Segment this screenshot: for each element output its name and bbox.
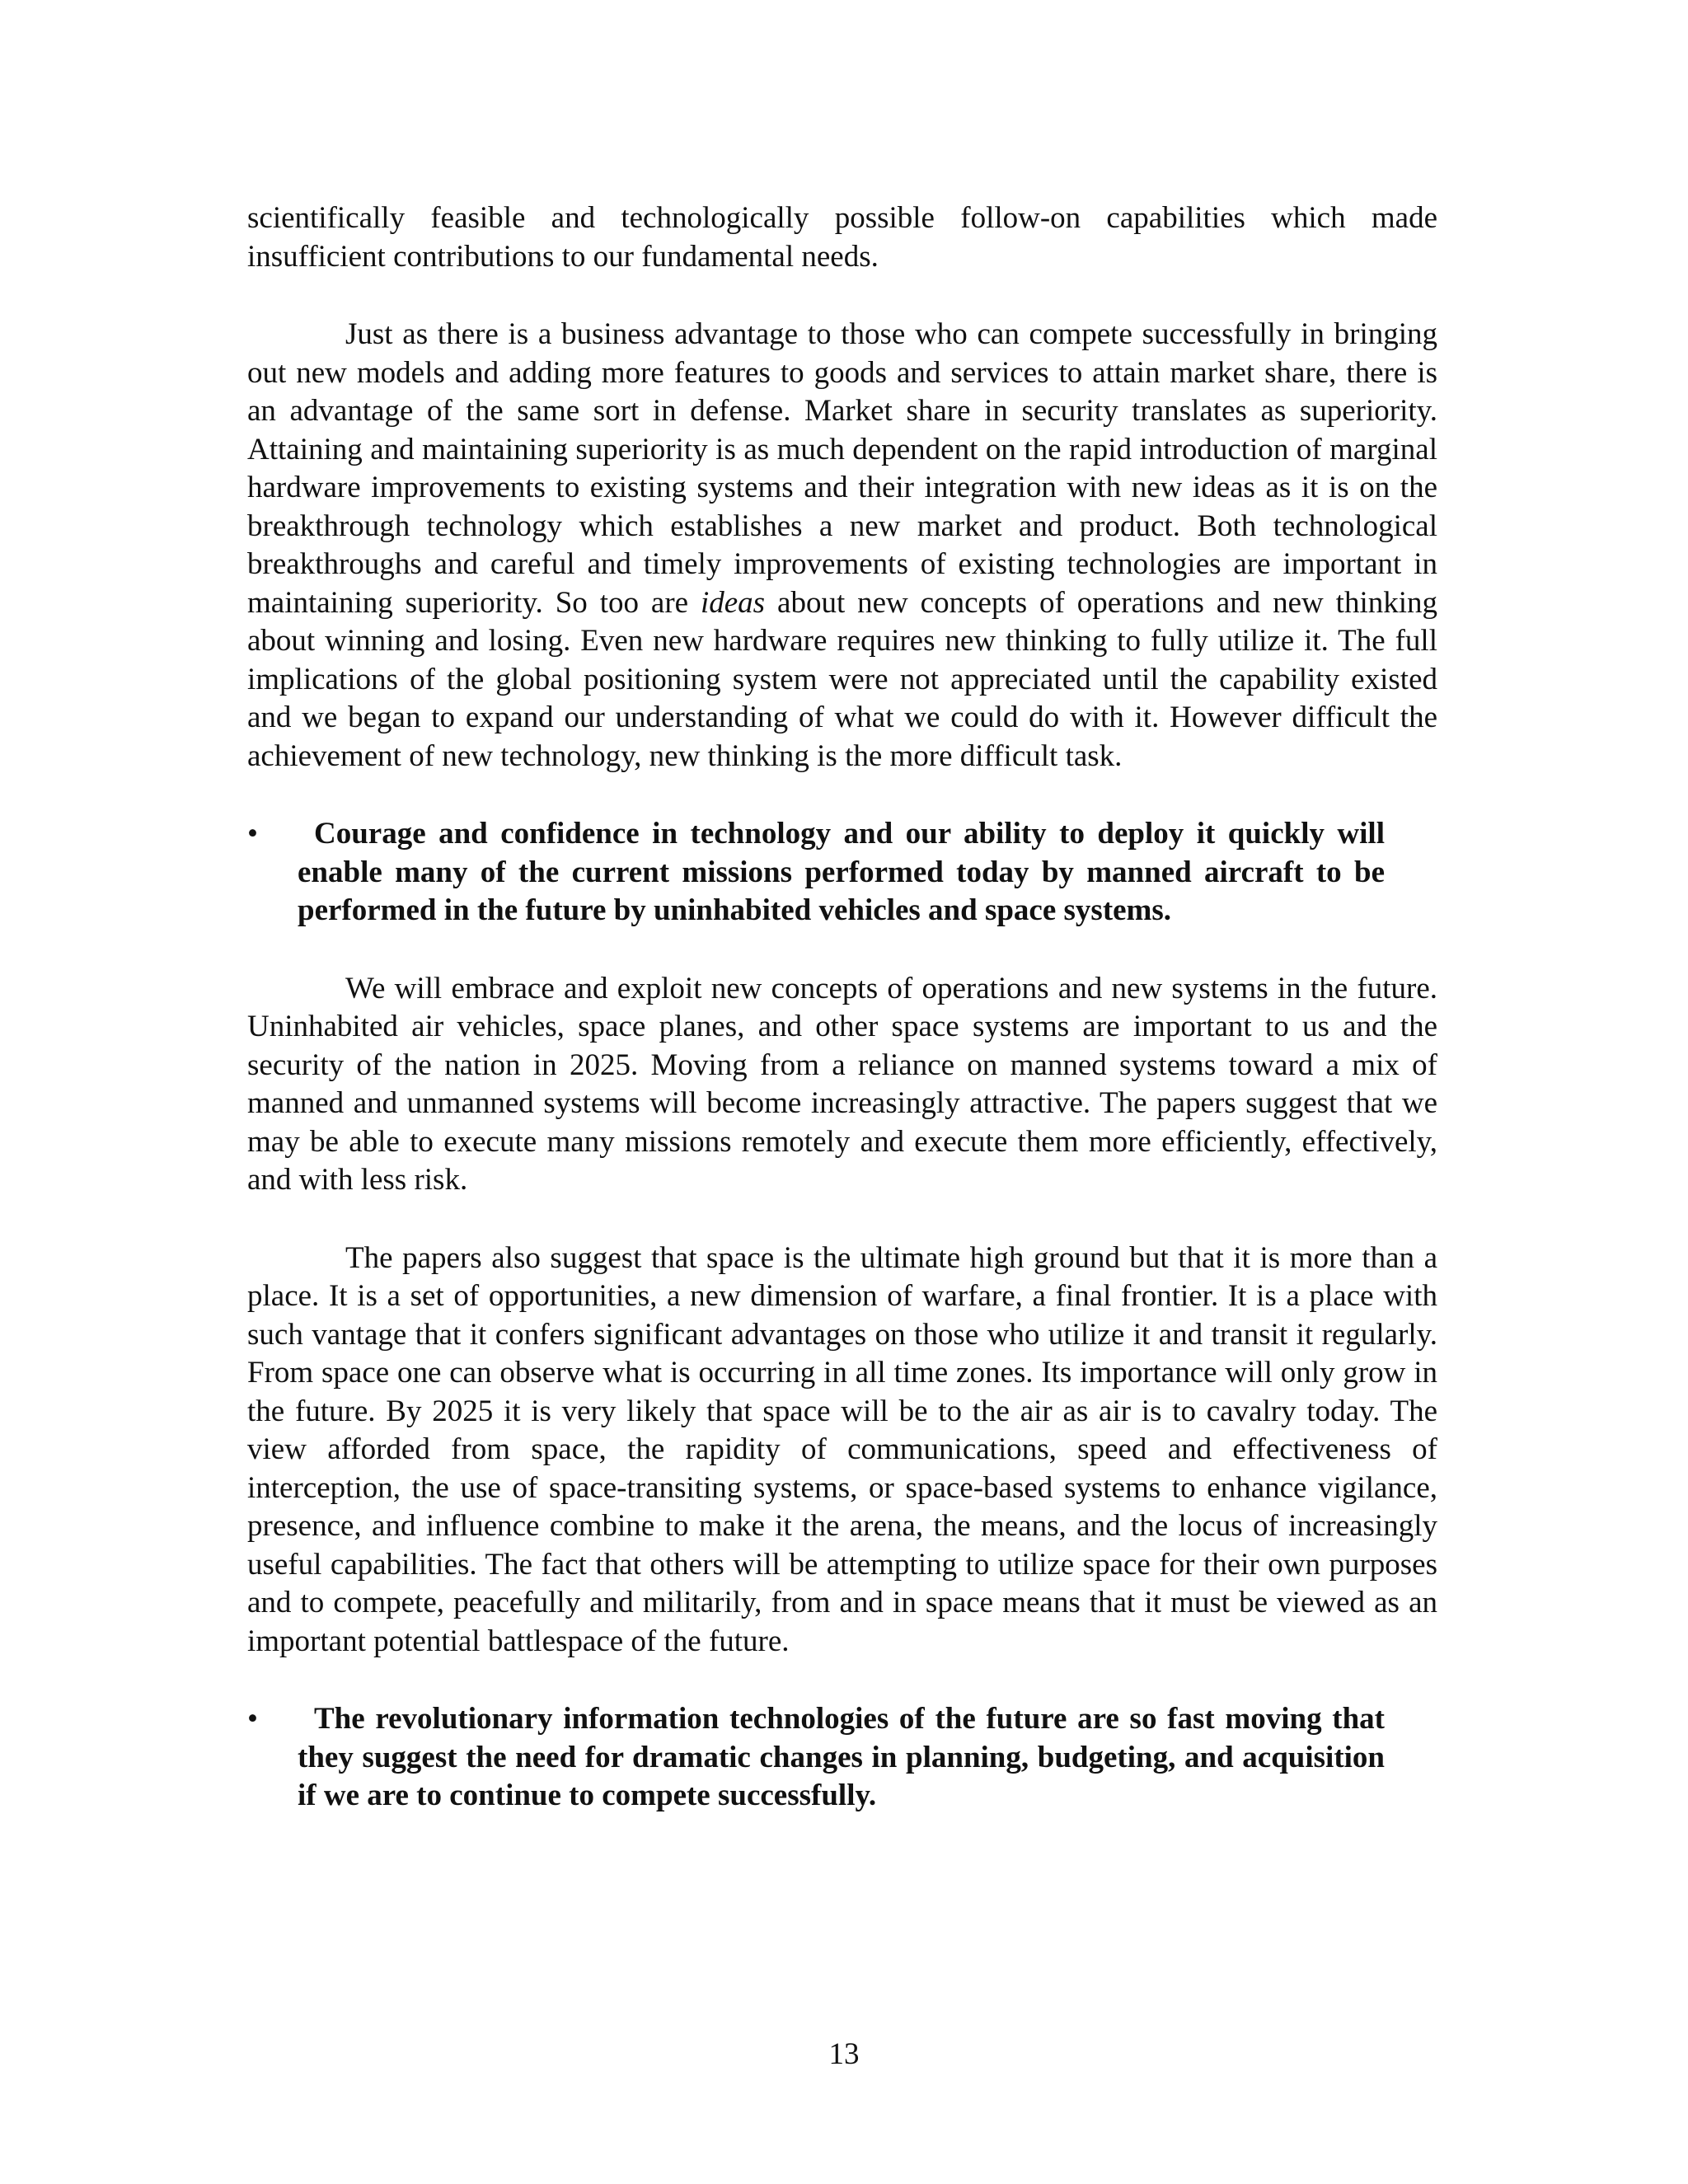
bullet-icon: • bbox=[247, 817, 258, 851]
bullet-text-courage: Courage and confidence in technology and our ability to deploy it quickly will enable many of the current missions performed today by manned aircraft to be performed in the future by uninhabited vehicles and space systems. bbox=[298, 817, 1385, 927]
paragraph-market-share-part1: Just as there is a business advantage to those who can compete successfully in bringing out new models and adding more features to goods and services to attain market share, there is an advantage of the same sort in defense. Market share in security translates as superiority. Attaining and maintaining superiority is as much dependent on the rapid introduction of marginal hardware improvements to existing systems and their integration with new ideas as it is on the breakthrough technology which establishes a new market and product. Both technological breakthroughs and careful and timely improvements of existing technologies are important in maintaining superiority. So too are bbox=[247, 317, 1437, 620]
italic-ideas: ideas bbox=[700, 585, 766, 620]
page-number: 13 bbox=[828, 2037, 860, 2071]
paragraph-market-share-part2: about new concepts of operations and new thinking about winning and losing. Even new hardware requires new thinking to fully utilize it. The full implications of the global positioning system were not appreciated until the capability existed and we began to expand our understanding of what we could do with it. However difficult the achievement of new technology, new thinking is the more difficult task. bbox=[247, 585, 1438, 773]
paragraph-space: The papers also suggest that space is the ultimate high ground but that it is more than a place. It is a set of opportunities, a new dimension of warfare, a final frontier. It is a place with such vantage that it confers significant advantages on those who utilize it and transit it regularly. From space one can observe what is occurring in all time zones. Its importance will only grow in the future. By 2025 it is very likely that space will be to the air as air is to cavalry today. The view afforded from space, the rapidity of communications, speed and effectiveness of interception, the use of space-transiting systems, or space-based systems to enhance vigilance, presence, and influence combine to make it the arena, the means, and the locus of increasingly useful capabilities. The fact that others will be attempting to utilize space for their own purposes and to compete, peacefully and militarily, from and in space means that it must be viewed as an important potential battlespace of the future. bbox=[247, 1240, 1437, 1658]
body-text bbox=[247, 199, 1437, 1816]
paragraph-continued: scientifically feasible and technologically possible follow-on capabilities which made insufficient contributions to our fundamental needs. bbox=[247, 201, 1437, 274]
paragraph-new-concepts: We will embrace and exploit new concepts of operations and new systems in the future. Uninhabited air vehicles, space planes, and other space systems are important to us and the security of the nation in 2025. Moving from a reliance on manned systems toward a mix of manned and unmanned systems will become increasingly attractive. The papers suggest that we may be able to execute many missions remotely and execute them more efficiently, effectively, and with less risk. bbox=[247, 971, 1437, 1197]
bullet-item-information bbox=[247, 1700, 1385, 1816]
paragraph-market-share bbox=[247, 316, 1437, 776]
bullet-text-information: The revolutionary information technologies of the future are so fast moving that they suggest the need for dramatic changes in planning, budgeting, and acquisition if we are to continue to compete successfully. bbox=[298, 1702, 1385, 1812]
bullet-item-courage bbox=[247, 815, 1385, 930]
bullet-icon: • bbox=[247, 1702, 258, 1736]
